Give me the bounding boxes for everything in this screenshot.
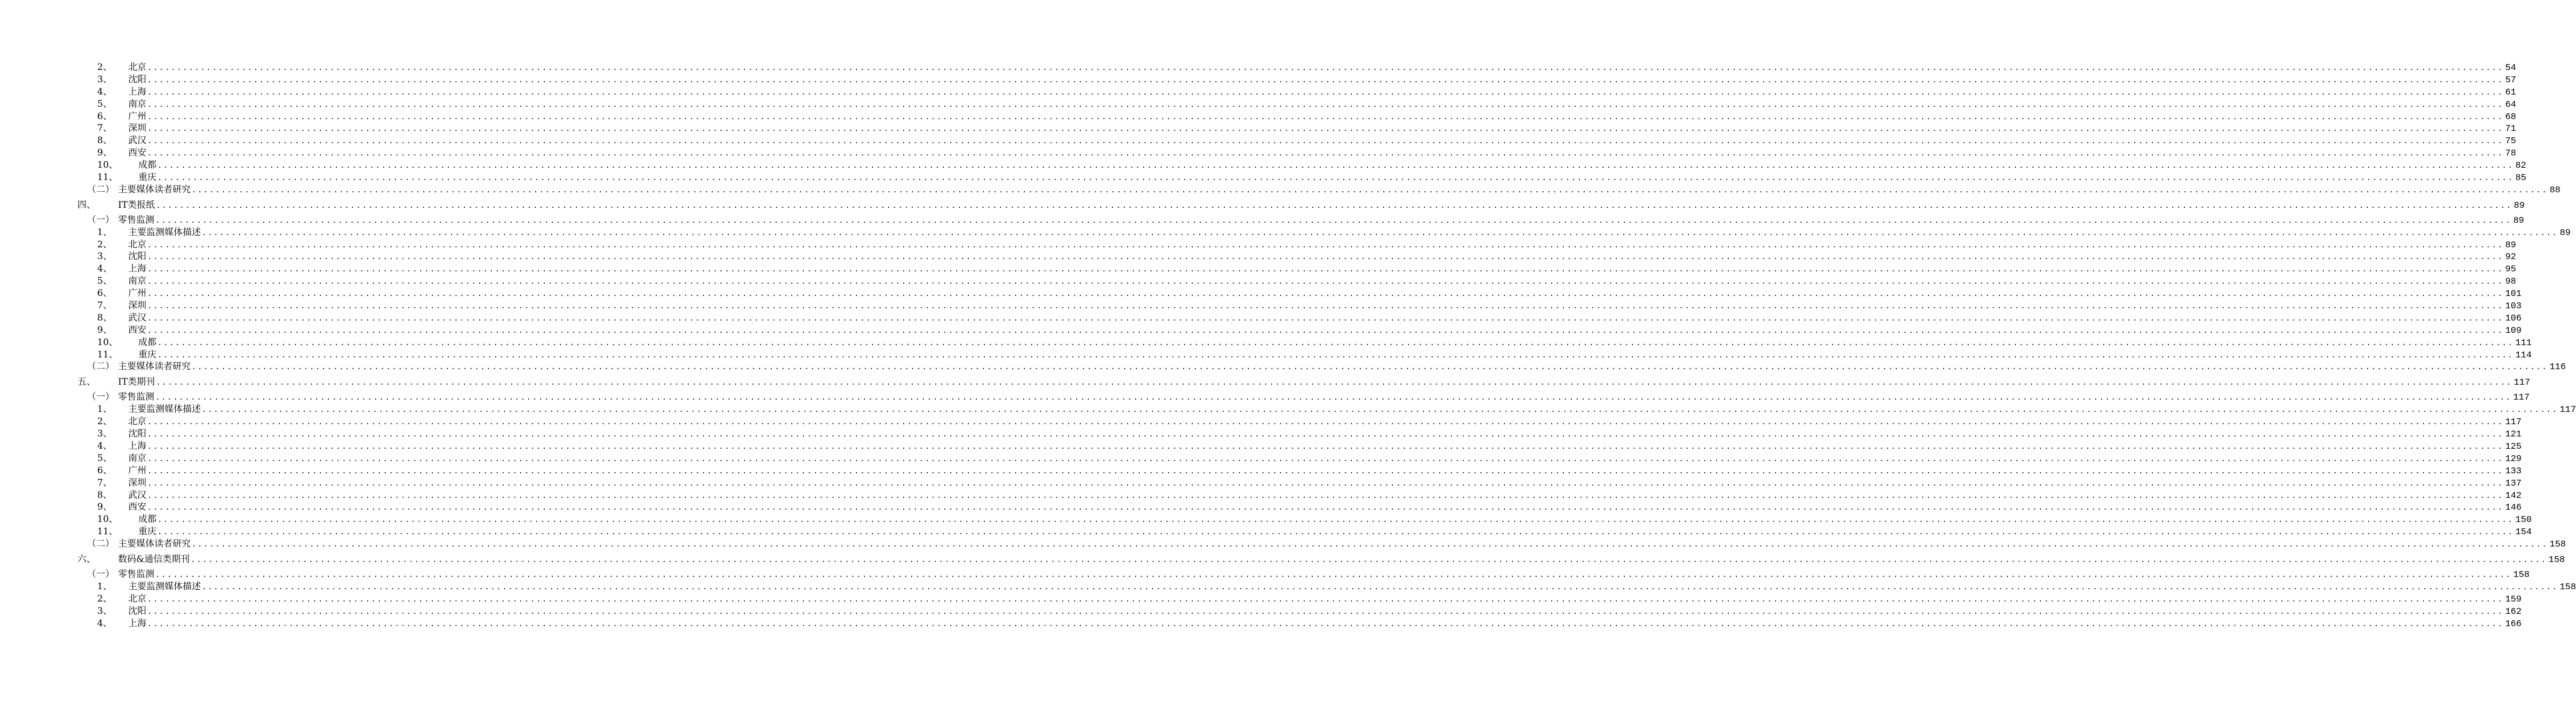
toc-number: 5、 xyxy=(97,276,112,287)
toc-title: 西安 xyxy=(128,324,146,335)
toc-number: 11、 xyxy=(97,526,118,537)
toc-number: 3、 xyxy=(97,251,112,262)
toc-title: 广州 xyxy=(128,111,146,122)
toc-entry[interactable] xyxy=(0,300,2522,312)
toc-number: （二） xyxy=(87,184,114,195)
toc-entry[interactable] xyxy=(0,391,2530,403)
toc-title: 主要监测媒体描述 xyxy=(128,581,201,592)
toc-title: IT类报纸 xyxy=(118,196,156,214)
toc-entry[interactable] xyxy=(0,239,2516,251)
toc-entry[interactable] xyxy=(0,196,2525,214)
toc-number: 2、 xyxy=(97,239,112,250)
toc-number: 5、 xyxy=(97,98,112,110)
toc-entry[interactable] xyxy=(0,111,2516,123)
toc-page-number: 71 xyxy=(2505,124,2516,135)
toc-number: 3、 xyxy=(97,605,112,616)
dot-leader: ................................................................................................................................................................................................................................................................................................................................................................................................................ xyxy=(147,112,2504,121)
dot-leader: ................................................................................................................................................................................................................................................................................................................................................................................................................ xyxy=(192,540,2548,549)
dot-leader: ................................................................................................................................................................................................................................................................................................................................................................................................................ xyxy=(155,570,2512,579)
toc-entry[interactable] xyxy=(0,74,2516,86)
toc-number: 2、 xyxy=(97,593,112,604)
toc-title: 西安 xyxy=(128,147,146,159)
toc-title: 沈阳 xyxy=(128,251,146,262)
toc-page-number: 154 xyxy=(2515,527,2532,538)
dot-leader: ................................................................................................................................................................................................................................................................................................................................................................................................................ xyxy=(156,201,2512,210)
toc-title: 北京 xyxy=(128,239,146,250)
toc-title: 武汉 xyxy=(128,135,146,146)
toc-number: （一） xyxy=(87,568,114,580)
toc-entry[interactable] xyxy=(0,452,2522,465)
toc-title: IT类期刊 xyxy=(118,373,156,391)
toc-entry[interactable] xyxy=(0,251,2516,263)
toc-title: 上海 xyxy=(128,86,146,97)
dot-leader: ................................................................................................................................................................................................................................................................................................................................................................................................................ xyxy=(147,442,2504,451)
toc-title: 主要媒体读者研究 xyxy=(118,361,191,372)
toc-title: 广州 xyxy=(128,288,146,299)
toc-title: 主要监测媒体描述 xyxy=(128,404,201,415)
toc-entry[interactable] xyxy=(0,428,2522,440)
toc-entry[interactable] xyxy=(0,337,2532,349)
toc-entry[interactable] xyxy=(0,618,2522,630)
toc-number: （一） xyxy=(87,214,114,225)
dot-leader: ................................................................................................................................................................................................................................................................................................................................................................................................................ xyxy=(147,277,2504,286)
toc-entry[interactable] xyxy=(0,550,2565,568)
toc-number: 9、 xyxy=(97,147,112,159)
toc-page-number: 85 xyxy=(2515,173,2526,184)
toc-page-number: 111 xyxy=(2515,338,2532,348)
toc-page-number: 82 xyxy=(2515,161,2526,171)
toc-page-number: 61 xyxy=(2505,87,2516,98)
toc-number: 9、 xyxy=(97,502,112,513)
toc-title: 数码&通信类期刊 xyxy=(118,550,191,568)
dot-leader: ................................................................................................................................................................................................................................................................................................................................................................................................................ xyxy=(147,265,2504,274)
dot-leader: ................................................................................................................................................................................................................................................................................................................................................................................................................ xyxy=(147,124,2504,134)
toc-title: 主要媒体读者研究 xyxy=(118,538,191,550)
toc-entry[interactable] xyxy=(0,324,2522,337)
dot-leader: ................................................................................................................................................................................................................................................................................................................................................................................................................ xyxy=(158,516,2514,525)
toc-entry[interactable] xyxy=(0,513,2532,526)
dot-leader: ................................................................................................................................................................................................................................................................................................................................................................................................................ xyxy=(202,228,2558,237)
dot-leader: ................................................................................................................................................................................................................................................................................................................................................................................................................ xyxy=(191,555,2547,564)
toc-page-number: 117 xyxy=(2505,417,2522,428)
toc-page-number: 89 xyxy=(2514,200,2525,211)
toc-title: 重庆 xyxy=(138,172,156,183)
toc-title: 上海 xyxy=(128,440,146,451)
toc-number: 四、 xyxy=(77,199,96,210)
dot-leader: ................................................................................................................................................................................................................................................................................................................................................................................................................ xyxy=(147,75,2504,84)
toc-entry[interactable] xyxy=(0,159,2526,171)
toc-number: 五、 xyxy=(77,377,96,388)
toc-page-number: 89 xyxy=(2513,215,2524,226)
dot-leader: ................................................................................................................................................................................................................................................................................................................................................................................................................ xyxy=(147,454,2504,463)
toc-entry[interactable] xyxy=(0,147,2516,159)
toc-number: 8、 xyxy=(97,312,112,323)
toc-number: 9、 xyxy=(97,324,112,335)
dot-leader: ................................................................................................................................................................................................................................................................................................................................................................................................................ xyxy=(202,582,2558,591)
toc-page-number: 150 xyxy=(2515,515,2532,526)
toc-title: 深圳 xyxy=(128,123,146,134)
toc-page-number: 137 xyxy=(2505,478,2522,489)
toc-number: 1、 xyxy=(97,581,112,592)
toc-title: 深圳 xyxy=(128,477,146,488)
dot-leader: ................................................................................................................................................................................................................................................................................................................................................................................................................ xyxy=(192,185,2548,194)
toc-page-number: 158 xyxy=(2548,555,2565,565)
toc-entry[interactable] xyxy=(0,61,2516,74)
toc-number: 4、 xyxy=(97,86,112,97)
toc-title: 零售监测 xyxy=(118,214,154,225)
toc-entry[interactable] xyxy=(0,440,2522,452)
toc-title: 深圳 xyxy=(128,300,146,311)
toc-entry[interactable] xyxy=(0,214,2524,227)
toc-page-number: 158 xyxy=(2513,569,2530,580)
toc-number: 3、 xyxy=(97,74,112,85)
toc-number: 1、 xyxy=(97,227,112,238)
toc-title: 沈阳 xyxy=(128,605,146,616)
toc-entry[interactable] xyxy=(0,349,2532,361)
dot-leader: ................................................................................................................................................................................................................................................................................................................................................................................................................ xyxy=(147,619,2504,628)
toc-number: 3、 xyxy=(97,428,112,440)
dot-leader: ................................................................................................................................................................................................................................................................................................................................................................................................................ xyxy=(156,378,2512,387)
toc-entry[interactable] xyxy=(0,373,2531,391)
toc-number: 8、 xyxy=(97,489,112,501)
toc-title: 上海 xyxy=(128,618,146,629)
toc-number: 2、 xyxy=(97,62,112,73)
toc-page-number: 101 xyxy=(2505,289,2522,300)
toc-page-number: 129 xyxy=(2505,454,2522,464)
toc-entry[interactable] xyxy=(0,361,2566,373)
toc-entry[interactable] xyxy=(0,538,2566,550)
toc-entry[interactable] xyxy=(0,568,2530,581)
toc-page-number: 158 xyxy=(2559,582,2576,592)
toc-title: 武汉 xyxy=(128,312,146,323)
toc-page-number: 88 xyxy=(2549,185,2561,196)
toc-entry[interactable] xyxy=(0,263,2516,275)
toc-title: 南京 xyxy=(128,452,146,464)
toc-number: 4、 xyxy=(97,440,112,451)
toc-number: 8、 xyxy=(97,135,112,146)
toc-entry[interactable] xyxy=(0,171,2526,184)
toc-title: 成都 xyxy=(138,337,156,348)
toc-entry[interactable] xyxy=(0,416,2522,428)
dot-leader: ................................................................................................................................................................................................................................................................................................................................................................................................................ xyxy=(158,350,2514,360)
toc-title: 沈阳 xyxy=(128,428,146,440)
dot-leader: ................................................................................................................................................................................................................................................................................................................................................................................................................ xyxy=(147,595,2504,604)
dot-leader: ................................................................................................................................................................................................................................................................................................................................................................................................................ xyxy=(147,302,2504,311)
toc-page-number: 68 xyxy=(2505,112,2516,122)
toc-title: 主要监测媒体描述 xyxy=(128,227,201,238)
toc-page-number: 117 xyxy=(2514,378,2531,388)
toc-number: 10、 xyxy=(97,514,118,525)
toc-title: 武汉 xyxy=(128,489,146,501)
toc-title: 西安 xyxy=(128,502,146,513)
dot-leader: ................................................................................................................................................................................................................................................................................................................................................................................................................ xyxy=(158,161,2514,170)
toc-page-number: 116 xyxy=(2549,362,2566,373)
toc-number: 7、 xyxy=(97,477,112,488)
toc-entry[interactable] xyxy=(0,581,2576,593)
toc-entry[interactable] xyxy=(0,227,2571,239)
dot-leader: ................................................................................................................................................................................................................................................................................................................................................................................................................ xyxy=(155,216,2512,225)
toc-title: 北京 xyxy=(128,593,146,604)
toc-number: 7、 xyxy=(97,300,112,311)
toc-entry[interactable] xyxy=(0,122,2516,135)
toc-page-number: 78 xyxy=(2505,149,2516,159)
toc-number: 4、 xyxy=(97,263,112,275)
toc-entry[interactable] xyxy=(0,593,2522,605)
toc-page-number: 109 xyxy=(2505,325,2522,336)
toc-number: 6、 xyxy=(97,465,112,476)
dot-leader: ................................................................................................................................................................................................................................................................................................................................................................................................................ xyxy=(147,466,2504,475)
toc-entry[interactable] xyxy=(0,403,2576,416)
toc-title: 重庆 xyxy=(138,349,156,360)
toc-title: 南京 xyxy=(128,98,146,110)
toc-page-number: 158 xyxy=(2549,540,2566,550)
dot-leader: ................................................................................................................................................................................................................................................................................................................................................................................................................ xyxy=(147,253,2504,262)
dot-leader: ................................................................................................................................................................................................................................................................................................................................................................................................................ xyxy=(155,393,2512,402)
toc-page-number: 133 xyxy=(2505,466,2522,477)
dot-leader: ................................................................................................................................................................................................................................................................................................................................................................................................................ xyxy=(192,363,2548,372)
toc-page-number: 125 xyxy=(2505,441,2522,452)
toc-number: 10、 xyxy=(97,160,118,171)
dot-leader: ................................................................................................................................................................................................................................................................................................................................................................................................................ xyxy=(147,100,2504,109)
toc-page-number: 89 xyxy=(2505,240,2516,251)
dot-leader: ................................................................................................................................................................................................................................................................................................................................................................................................................ xyxy=(147,314,2504,323)
toc-page-number: 103 xyxy=(2505,301,2522,312)
toc-title: 主要媒体读者研究 xyxy=(118,184,191,195)
toc-number: 2、 xyxy=(97,416,112,427)
toc-entry[interactable] xyxy=(0,477,2522,489)
toc-entry[interactable] xyxy=(0,489,2522,502)
toc-title: 沈阳 xyxy=(128,74,146,85)
toc-number: 7、 xyxy=(97,123,112,134)
toc-page-number: 54 xyxy=(2505,63,2516,73)
dot-leader: ................................................................................................................................................................................................................................................................................................................................................................................................................ xyxy=(147,137,2504,146)
toc-entry[interactable] xyxy=(0,501,2522,513)
toc-page-number: 142 xyxy=(2505,490,2522,501)
toc-title: 成都 xyxy=(138,160,156,171)
dot-leader: ................................................................................................................................................................................................................................................................................................................................................................................................................ xyxy=(147,607,2504,616)
toc-page-number: 166 xyxy=(2505,619,2522,629)
toc-number: 六、 xyxy=(77,553,96,565)
toc-entry[interactable] xyxy=(0,287,2522,300)
toc-page-number: 117 xyxy=(2513,393,2530,403)
toc-page-number: 159 xyxy=(2505,594,2522,605)
dot-leader: ................................................................................................................................................................................................................................................................................................................................................................................................................ xyxy=(147,240,2504,249)
toc-page-number: 64 xyxy=(2505,99,2516,110)
toc-page-number: 98 xyxy=(2505,277,2516,287)
toc-entry[interactable] xyxy=(0,605,2522,618)
toc-entry[interactable] xyxy=(0,312,2522,324)
toc-page-number: 121 xyxy=(2505,430,2522,440)
toc-title: 南京 xyxy=(128,276,146,287)
toc-page-number: 89 xyxy=(2559,228,2571,238)
toc-page-number: 117 xyxy=(2559,405,2576,416)
toc-title: 零售监测 xyxy=(118,392,154,403)
dot-leader: ................................................................................................................................................................................................................................................................................................................................................................................................................ xyxy=(147,88,2504,97)
toc-number: 6、 xyxy=(97,288,112,299)
toc-number: 5、 xyxy=(97,452,112,464)
toc-number: （二） xyxy=(87,538,114,550)
toc-page-number: 146 xyxy=(2505,503,2522,513)
toc-number: 10、 xyxy=(97,337,118,348)
dot-leader: ................................................................................................................................................................................................................................................................................................................................................................................................................ xyxy=(202,405,2558,415)
toc-title: 重庆 xyxy=(138,526,156,537)
toc-entry[interactable] xyxy=(0,98,2516,111)
dot-leader: ................................................................................................................................................................................................................................................................................................................................................................................................................ xyxy=(147,491,2504,500)
toc-page-number: 106 xyxy=(2505,313,2522,324)
toc-number: 6、 xyxy=(97,111,112,122)
toc-entry[interactable] xyxy=(0,135,2516,147)
toc-title: 上海 xyxy=(128,263,146,275)
toc-title: 零售监测 xyxy=(118,568,154,580)
toc-entry[interactable] xyxy=(0,526,2532,538)
toc-title: 广州 xyxy=(128,465,146,476)
toc-page-number: 162 xyxy=(2505,606,2522,617)
toc-number: 11、 xyxy=(97,172,118,183)
toc-number: （一） xyxy=(87,392,114,403)
toc-entry[interactable] xyxy=(0,86,2516,98)
toc-entry[interactable] xyxy=(0,275,2516,287)
toc-number: 11、 xyxy=(97,349,118,360)
toc-page-number: 57 xyxy=(2505,75,2516,85)
dot-leader: ................................................................................................................................................................................................................................................................................................................................................................................................................ xyxy=(147,290,2504,299)
toc-title: 成都 xyxy=(138,514,156,525)
toc-number: 1、 xyxy=(97,404,112,415)
toc-title: 北京 xyxy=(128,62,146,73)
dot-leader: ................................................................................................................................................................................................................................................................................................................................................................................................................ xyxy=(147,149,2504,158)
toc-number: 4、 xyxy=(97,618,112,629)
toc-number: （二） xyxy=(87,361,114,372)
dot-leader: ................................................................................................................................................................................................................................................................................................................................................................................................................ xyxy=(147,64,2504,72)
dot-leader: ................................................................................................................................................................................................................................................................................................................................................................................................................ xyxy=(158,174,2514,183)
dot-leader: ................................................................................................................................................................................................................................................................................................................................................................................................................ xyxy=(147,503,2504,512)
toc-entry[interactable] xyxy=(0,465,2522,477)
dot-leader: ................................................................................................................................................................................................................................................................................................................................................................................................................ xyxy=(147,418,2504,427)
toc-title: 北京 xyxy=(128,416,146,427)
dot-leader: ................................................................................................................................................................................................................................................................................................................................................................................................................ xyxy=(147,430,2504,439)
toc-page-number: 92 xyxy=(2505,252,2516,263)
table-of-contents xyxy=(0,61,2576,629)
toc-page-number: 95 xyxy=(2505,264,2516,275)
dot-leader: ................................................................................................................................................................................................................................................................................................................................................................................................................ xyxy=(147,326,2504,335)
toc-entry[interactable] xyxy=(0,184,2561,196)
dot-leader: ................................................................................................................................................................................................................................................................................................................................................................................................................ xyxy=(158,528,2514,537)
toc-page-number: 114 xyxy=(2515,350,2532,361)
toc-page-number: 75 xyxy=(2505,136,2516,147)
dot-leader: ................................................................................................................................................................................................................................................................................................................................................................................................................ xyxy=(158,338,2514,347)
dot-leader: ................................................................................................................................................................................................................................................................................................................................................................................................................ xyxy=(147,479,2504,488)
